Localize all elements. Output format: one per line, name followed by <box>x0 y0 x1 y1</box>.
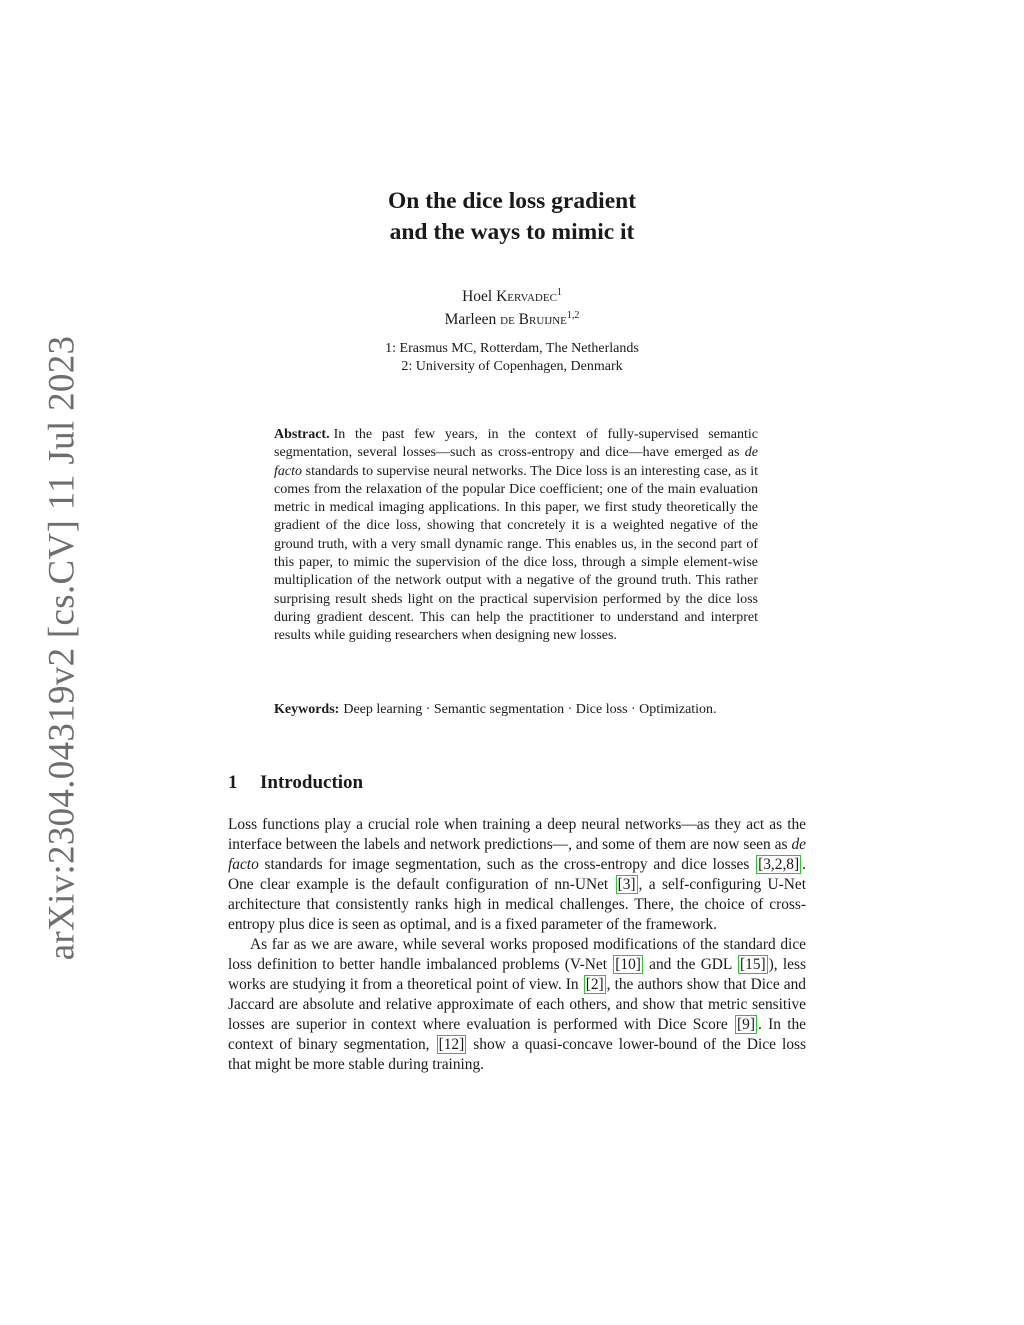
keywords-label: Keywords: <box>274 702 340 717</box>
paper-title <box>0 186 1024 248</box>
abstract: Abstract. In the past few years, in the context of fully-supervised semantic segmentation, several losses—such as cross-entropy and dice—have emerged as de facto standards to supervise neural networks. The Dice loss is an interesting case, as it comes from the relaxation of the popular Dice coefficient; one of the main evaluation metric in medical imaging applications. In this paper, we first study theoretically the gradient of the dice loss, showing that concretely it is a weighted negative of the ground truth, with a very small dynamic range. This enables us, in the second part of this paper, to mimic the supervision of the dice loss, through a simple element-wise multiplication of the network output with a negative of the ground truth. This rather surprising result sheds light on the practical supervision performed by the dice loss during gradient descent. This can help the practitioner to understand and interpret results while guiding researchers when designing new losses. <box>274 427 758 644</box>
author-2: Marleen de Bruijne$^{1,2}$ <box>444 310 580 329</box>
citation-link[interactable]: [15] <box>740 956 766 973</box>
abstract-label: Abstract. <box>274 427 330 442</box>
intro-paragraph-2: As far as we are aware, while several works proposed modifications of the standard dice loss definition to better handle imbalanced problems (V-Net [10] and the GDL [15] ), less works are studying it from a theoretical point of view. In [2] , the authors show that Dice and Jaccard are absolute and relative approximate of each others, and show that metric sensitive losses are superior in context where evaluation is performed with Dice Score [9] . In the context of binary segmentation, [12] show a quasi-concave lower-bound of the Dice loss that might be more stable during training. <box>228 936 806 1073</box>
affiliation-2: 2: University of Copenhagen, Denmark <box>401 359 623 374</box>
keywords: Keywords: Deep learning · Semantic segmentation · Dice loss · Optimization. <box>274 702 717 717</box>
title-line-1: On the dice loss gradient <box>387 188 637 214</box>
citation-link[interactable]: [12] <box>438 1036 465 1053</box>
section-heading <box>228 772 363 794</box>
arxiv-identifier: arXiv:2304.04319v2 [cs.CV] 11 Jul 2023 <box>41 335 83 961</box>
section-number: 1 <box>228 772 238 793</box>
affiliations <box>0 340 1024 376</box>
citation-link[interactable]: [3,2,8] <box>758 856 800 873</box>
section-title: Introduction <box>260 772 364 793</box>
affiliation-1: 1: Erasmus MC, Rotterdam, The Netherlands <box>385 341 639 356</box>
title-line-2: and the ways to mimic it <box>389 219 635 245</box>
introduction-body <box>228 815 806 1075</box>
author-list <box>0 283 1024 329</box>
citation-link[interactable]: [9] <box>737 1016 755 1033</box>
citation-link[interactable]: [2] <box>585 976 604 993</box>
author-1: Hoel Kervadec$^1$ <box>462 287 562 306</box>
intro-paragraph-1: Loss functions play a crucial role when training a deep neural networks—as they act as the interface between the labels and network predictions—, and some of them are now seen as de facto standards for image segmentation, such as the cross-entropy and dice losses [3,2,8] . One clear example is the default configuration of nn-UNet [3] , a self-configuring U-Net architecture that consistently ranks high in medical challenges. There, the choice of cross-entropy plus dice is seen as optimal, and is a fixed parameter of the framework. <box>228 816 806 933</box>
citation-link[interactable]: [3] <box>617 876 636 893</box>
citation-link[interactable]: [10] <box>615 956 641 973</box>
